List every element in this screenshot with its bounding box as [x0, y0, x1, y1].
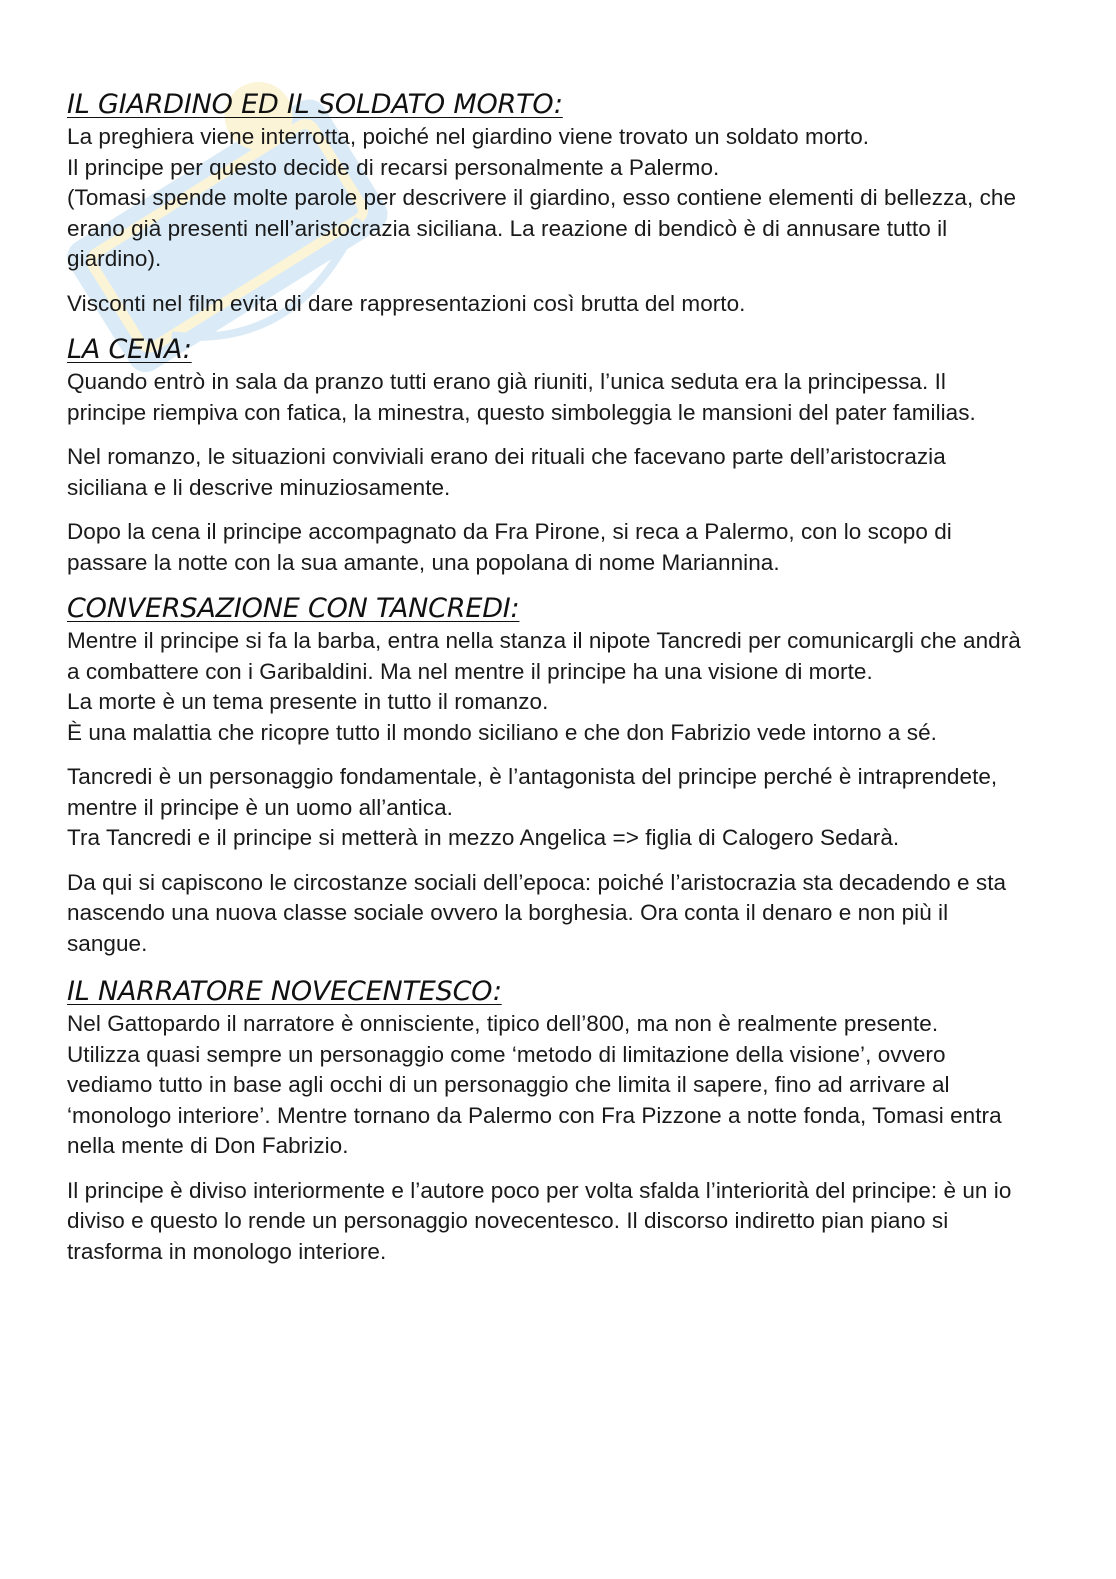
- text-line: Da qui si capiscono le circostanze sociali dell’epoca: poiché l’aristocrazia sta decadendo e sta nascendo una nuova classe sociale ovvero la borghesia. Ora conta il denaro e non più il sangue.: [67, 869, 1007, 956]
- text-line: Tra Tancredi e il principe si metterà in mezzo Angelica => figlia di Calogero Sedarà.: [67, 825, 900, 850]
- paragraph: [67, 367, 1027, 428]
- paragraph: [67, 442, 1027, 503]
- text-line: Dopo la cena il principe accompagnato da Fra Pirone, si reca a Palermo, con lo scopo di passare la notte con la sua amante, una popolana di nome Mariannina.: [67, 519, 952, 575]
- section-tancredi: [67, 592, 1027, 959]
- text-line: Tancredi è un personaggio fondamentale, è l’antagonista del principe perché è intraprendete, mentre il principe è un uomo all’antica.: [67, 764, 998, 820]
- text-line: Nel romanzo, le situazioni conviviali erano dei rituali che facevano parte dell’aristocrazia siciliana e li descrive minuziosamente.: [67, 444, 946, 500]
- paragraph: [67, 1176, 1027, 1268]
- paragraph: [67, 289, 1027, 320]
- text-line: La preghiera viene interrotta, poiché nel giardino viene trovato un soldato morto.: [67, 124, 870, 149]
- paragraph: [67, 1009, 1027, 1162]
- section-giardino: [67, 88, 1027, 319]
- paragraph: [67, 626, 1027, 748]
- section-title: CONVERSAZIONE CON TANCREDI:: [67, 593, 520, 624]
- paragraph: [67, 517, 1027, 578]
- text-line: Mentre il principe si fa la barba, entra nella stanza il nipote Tancredi per comunicargli che andrà a combattere con i Garibaldini. Ma nel mentre il principe ha una visione di morte.: [67, 628, 1021, 684]
- text-line: È una malattia che ricopre tutto il mondo siciliano e che don Fabrizio vede intorno a sé.: [67, 719, 937, 745]
- text-line: Quando entrò in sala da pranzo tutti erano già riuniti, l’unica seduta era la principessa. Il principe riempiva con fatica, la minestra, questo simboleggia le mansioni del pater familias.: [67, 369, 976, 425]
- text-line: La morte è un tema presente in tutto il romanzo.: [67, 689, 549, 714]
- text-line: Il principe per questo decide di recarsi personalmente a Palermo.: [67, 154, 720, 180]
- paragraph: [67, 122, 1027, 275]
- document-page: [67, 88, 1027, 1267]
- text-line: Il principe è diviso interiormente e l’autore poco per volta sfalda l’interiorità del principe: è un io diviso e questo lo rende un personaggio novecentesco. Il discorso indiretto pian piano si trasforma in monologo interiore.: [67, 1177, 1012, 1264]
- section-narratore: [67, 975, 1027, 1267]
- paragraph: [67, 868, 1027, 960]
- section-cena: [67, 333, 1027, 578]
- text-line: Nel Gattopardo il narratore è onnisciente, tipico dell’800, ma non è realmente presente.: [67, 1011, 939, 1036]
- section-title: LA CENA:: [67, 334, 192, 365]
- text-line: Utilizza quasi sempre un personaggio come ‘metodo di limitazione della visione’, ovvero vediamo tutto in base agli occhi di un personaggio che limita il sapere, fino ad arrivare al ‘monologo interiore’. Mentre tornano da Palermo con Fra Pizzone a notte fonda, Tomasi entra nella mente di Don Fabrizio.: [67, 1041, 1002, 1158]
- section-title: IL GIARDINO ED IL SOLDATO MORTO:: [67, 89, 563, 120]
- paragraph: [67, 762, 1027, 854]
- section-title: IL NARRATORE NOVECENTESCO:: [67, 976, 502, 1007]
- text-line: (Tomasi spende molte parole per descrivere il giardino, esso contiene elementi di bellezza, che erano già presenti nell’aristocrazia siciliana. La reazione di bendicò è di annusare tutto il giardino).: [67, 185, 1017, 271]
- text-line: Visconti nel film evita di dare rappresentazioni così brutta del morto.: [67, 290, 746, 316]
